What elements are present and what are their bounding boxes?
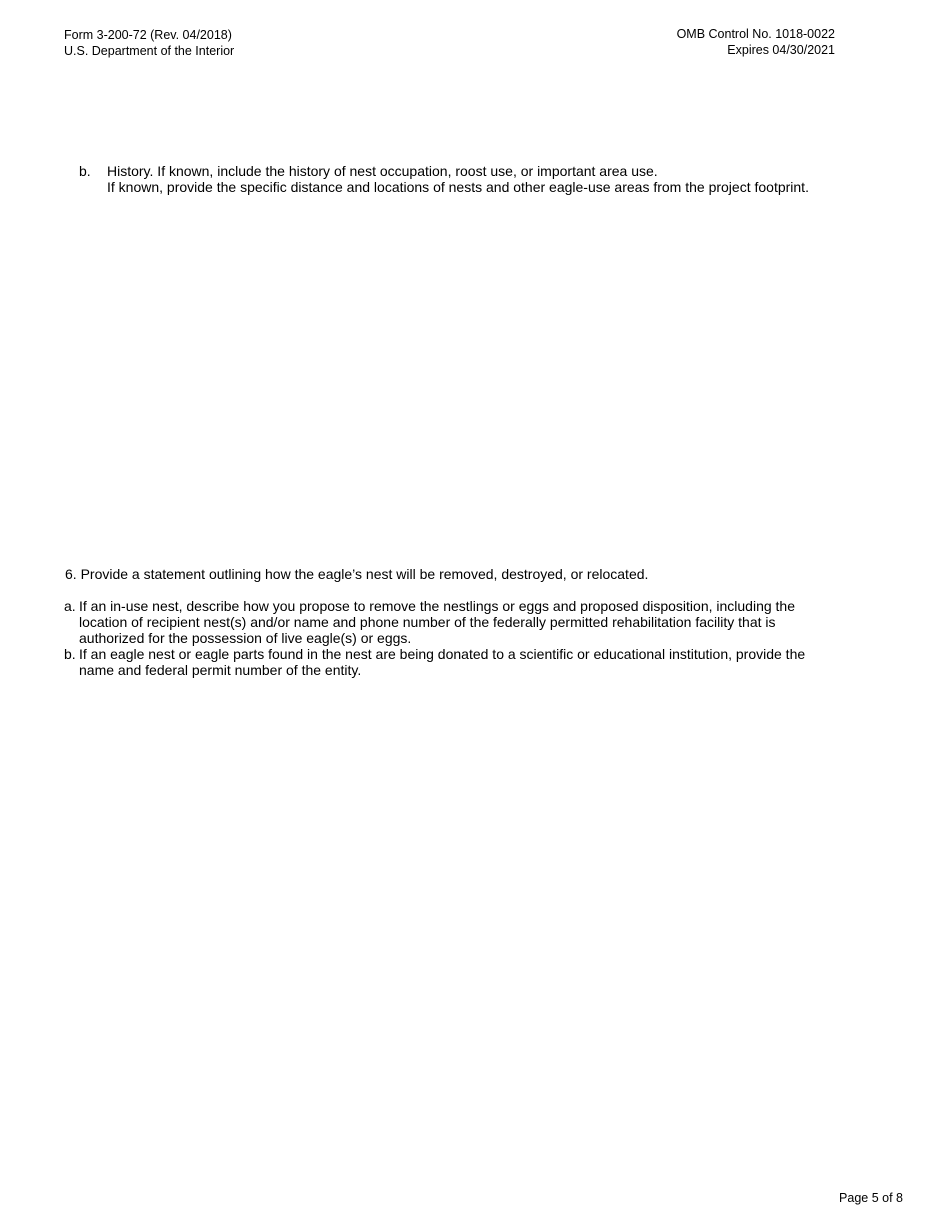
section-6-item-b-marker: b. xyxy=(64,646,76,662)
form-number: Form 3-200-72 (Rev. 04/2018) xyxy=(64,28,232,42)
form-header-left xyxy=(64,27,234,59)
section-6-item-a xyxy=(64,598,824,646)
section-6-item-b xyxy=(64,646,824,678)
history-item-marker: b. xyxy=(79,163,91,179)
page-number: Page 5 of 8 xyxy=(839,1191,903,1205)
section-6-item-a-marker: a. xyxy=(64,598,76,614)
distance-instruction: If known, provide the specific distance and locations of nests and other eagle-use areas from the project footprint. xyxy=(107,179,809,195)
section-6-list xyxy=(64,598,824,678)
history-item-content xyxy=(107,163,809,195)
omb-control-number: OMB Control No. 1018-0022 xyxy=(676,27,835,41)
section-6-heading: 6. Provide a statement outlining how the eagle’s nest will be removed, destroyed, or relocated. xyxy=(65,566,649,582)
history-instruction: History. If known, include the history of nest occupation, roost use, or important area use. xyxy=(107,163,658,179)
form-header-right xyxy=(677,26,835,58)
department-name: U.S. Department of the Interior xyxy=(64,44,235,58)
section-6-item-a-text: If an in-use nest, describe how you propose to remove the nestlings or eggs and proposed disposition, including the location of recipient nest(s) and/or name and phone number of the federally permitted rehabilitation facility that is authorized for the possession of live eagle(s) or eggs. xyxy=(79,598,795,646)
expiration-date: Expires 04/30/2021 xyxy=(727,43,835,57)
section-6-item-b-text: If an eagle nest or eagle parts found in the nest are being donated to a scientific or educational institution, provide the name and federal permit number of the entity. xyxy=(79,646,806,678)
